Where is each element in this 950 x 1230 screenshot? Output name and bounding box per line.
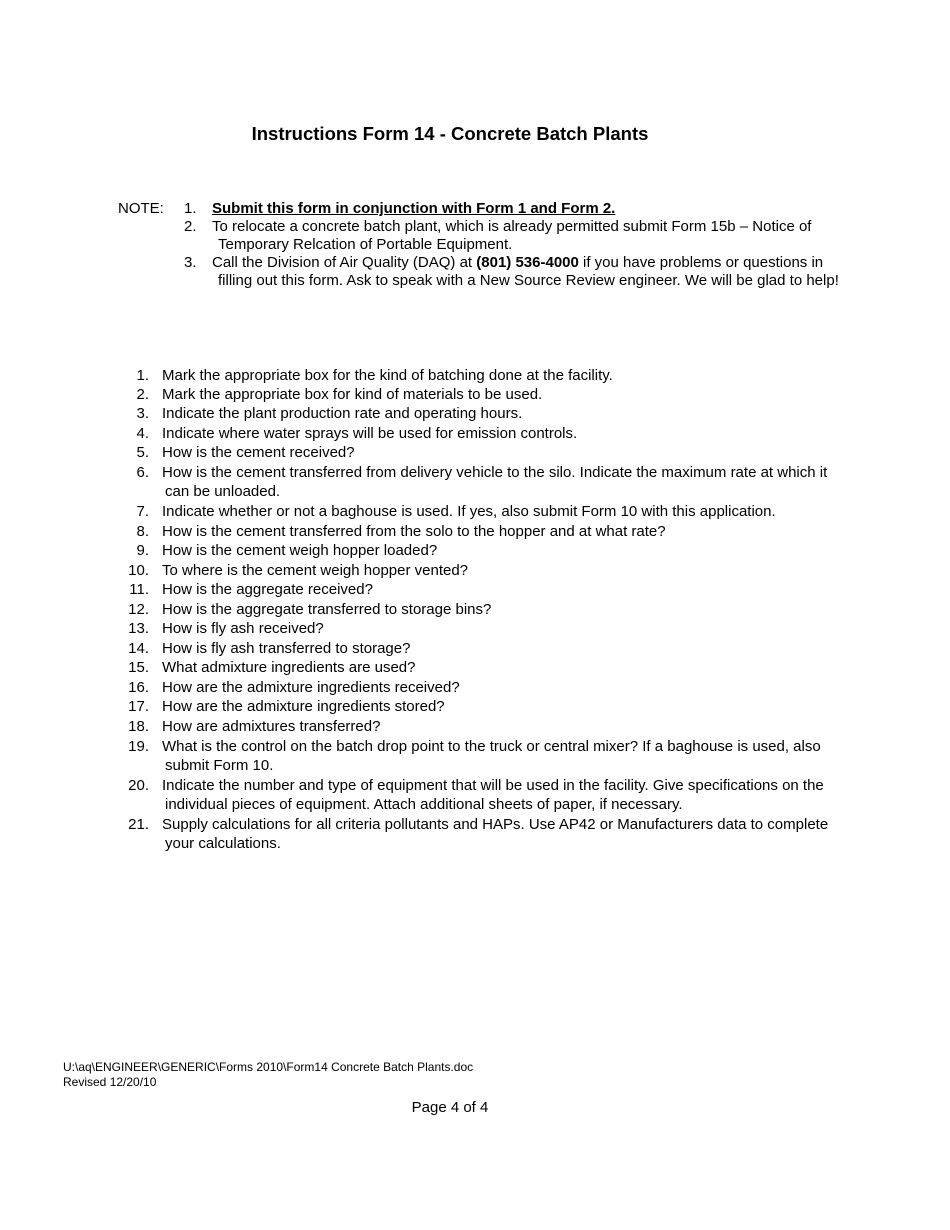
note-text-part: if you have problems or questions in filling out this form. Ask to speak with a New Source Review engineer. We will be glad to help! <box>218 254 839 289</box>
note-number: 1. <box>184 200 197 217</box>
instruction-number: 7. <box>136 503 149 520</box>
instruction-text: How is the cement weigh hopper loaded? <box>162 542 438 559</box>
instruction-item <box>118 815 848 853</box>
instruction-number: 19. <box>128 738 149 755</box>
instruction-text: How is fly ash transferred to storage? <box>162 640 411 657</box>
instruction-number: 3. <box>136 405 149 422</box>
instruction-text: How is the aggregate received? <box>162 581 373 598</box>
instruction-item <box>118 737 848 775</box>
instruction-text: How is the cement received? <box>162 444 355 461</box>
instruction-number: 13. <box>128 620 149 637</box>
instruction-item <box>118 385 848 404</box>
instruction-number: 10. <box>128 562 149 579</box>
instruction-item <box>118 522 848 541</box>
instruction-number: 4. <box>136 425 149 442</box>
instruction-number: 18. <box>128 718 149 735</box>
instruction-text: How is the cement transferred from the solo to the hopper and at what rate? <box>162 523 666 540</box>
instruction-number: 9. <box>136 542 149 559</box>
instruction-item <box>118 366 848 385</box>
instruction-text: How are the admixture ingredients received? <box>162 679 460 696</box>
instruction-item <box>118 404 848 423</box>
instruction-item <box>118 678 848 697</box>
instruction-number: 1. <box>136 367 149 384</box>
instruction-item <box>118 580 848 599</box>
file-path: U:\aq\ENGINEER\GENERIC\Forms 2010\Form14 Concrete Batch Plants.doc <box>63 1060 474 1074</box>
instruction-item <box>118 697 848 716</box>
instruction-number: 21. <box>128 816 149 833</box>
instruction-item <box>118 717 848 736</box>
instruction-number: 5. <box>136 444 149 461</box>
note-item <box>184 200 844 218</box>
instruction-text: To where is the cement weigh hopper vented? <box>162 562 469 579</box>
instruction-item <box>118 600 848 619</box>
revised-date: Revised 12/20/10 <box>63 1075 157 1089</box>
instruction-text: How is the aggregate transferred to storage bins? <box>162 601 492 618</box>
footer-file-info <box>63 1060 473 1090</box>
instruction-item <box>118 463 848 501</box>
instruction-text: How is the cement transferred from delivery vehicle to the silo. Indicate the maximum rate at which it can be unloaded. <box>162 464 828 500</box>
instruction-text: Indicate the number and type of equipment that will be used in the facility. Give specifications on the individual pieces of equipment. Attach additional sheets of paper, if necessary. <box>162 777 824 813</box>
instruction-text: What is the control on the batch drop point to the truck or central mixer? If a baghouse is used, also submit Form 10. <box>162 738 821 774</box>
instruction-text: Mark the appropriate box for the kind of batching done at the facility. <box>162 367 613 384</box>
instruction-number: 8. <box>136 523 149 540</box>
phone-number: (801) 536-4000 <box>476 254 579 271</box>
note-text <box>212 254 844 290</box>
instruction-text: Indicate whether or not a baghouse is used. If yes, also submit Form 10 with this application. <box>162 503 776 520</box>
instruction-text: How are the admixture ingredients stored? <box>162 698 445 715</box>
instruction-item <box>118 658 848 677</box>
instruction-number: 16. <box>128 679 149 696</box>
instruction-text: How are admixtures transferred? <box>162 718 381 735</box>
instruction-item <box>118 619 848 638</box>
note-text: To relocate a concrete batch plant, which is already permitted submit Form 15b – Notice of Temporary Relcation of Portable Equipment. <box>212 218 812 253</box>
instruction-number: 6. <box>136 464 149 481</box>
note-number: 2. <box>184 218 197 235</box>
instruction-item <box>118 541 848 560</box>
instruction-text: What admixture ingredients are used? <box>162 659 416 676</box>
instruction-text: Indicate where water sprays will be used for emission controls. <box>162 425 578 442</box>
note-text: Submit this form in conjunction with Form 1 and Form 2. <box>212 200 616 217</box>
note-number: 3. <box>184 254 197 271</box>
instruction-text: How is fly ash received? <box>162 620 324 637</box>
instruction-number: 11. <box>129 581 149 598</box>
instruction-item <box>118 561 848 580</box>
instruction-number: 2. <box>136 386 149 403</box>
instruction-number: 12. <box>128 601 149 618</box>
instruction-number: 17. <box>128 698 149 715</box>
instruction-item <box>118 424 848 443</box>
instruction-item <box>118 443 848 462</box>
instruction-item <box>118 502 848 521</box>
page-title: Instructions Form 14 - Concrete Batch Plants <box>251 123 649 144</box>
instruction-number: 20. <box>128 777 149 794</box>
note-item <box>184 218 844 254</box>
instruction-number: 15. <box>128 659 149 676</box>
page-number: Page 4 of 4 <box>411 1099 489 1116</box>
note-text-part: Call the Division of Air Quality (DAQ) at <box>212 254 477 271</box>
instruction-text: Mark the appropriate box for kind of materials to be used. <box>162 386 543 403</box>
note-label: NOTE: <box>118 200 164 217</box>
instruction-item <box>118 639 848 658</box>
instruction-text: Supply calculations for all criteria pollutants and HAPs. Use AP42 or Manufacturers data to complete your calculations. <box>162 816 829 852</box>
note-item <box>184 254 844 290</box>
instruction-text: Indicate the plant production rate and operating hours. <box>162 405 523 422</box>
instruction-item <box>118 776 848 814</box>
instruction-number: 14. <box>128 640 149 657</box>
